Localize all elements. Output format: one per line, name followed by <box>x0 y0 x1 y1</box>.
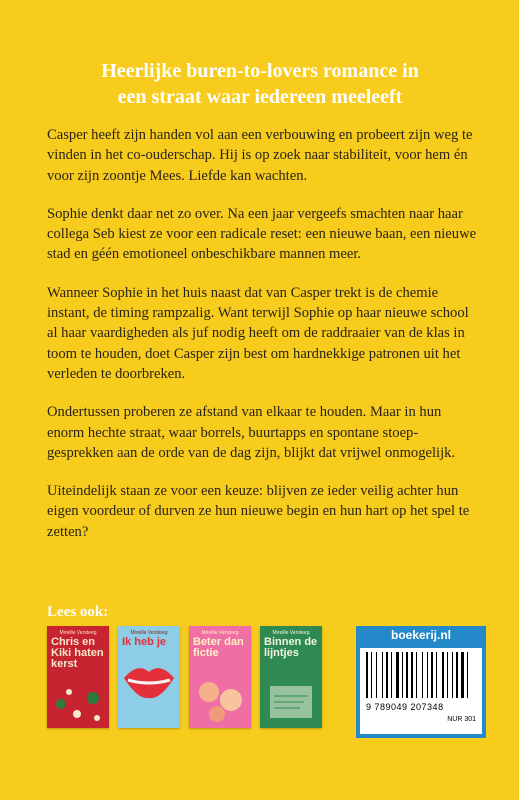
blurb-paragraph: Casper heeft zijn handen vol aan een verbouwing en probeert zijn weg te vinden in het co-ouderschap. Hij is op zoek naar stabiliteit, voor hem én voor zijn zoontje Mees. Liefde kan wachten. <box>47 127 473 184</box>
headline-line-1: Heerlijke buren-to-lovers romance in <box>101 60 419 82</box>
barcode-bar <box>376 652 377 698</box>
blurb-paragraph: Ondertussen proberen ze afstand van elkaar te houden. Maar in hun enorm hechte straat, waar borrels, buurtapps en spontane stoep-gesprekken aan de orde van de dag zijn, blijkt dat vrijwel onmogelijk. <box>47 404 456 461</box>
book-cover-binnen-de-lijntjes <box>260 626 322 728</box>
barcode-bars <box>366 652 488 700</box>
blurb-paragraph: Wanneer Sophie in het huis naast dat van Casper trekt is de chemie instant, de timing rampzalig. Want terwijl Sophie op haar nieuwe school al haar vaardigheden als juf nodig heeft om de raddraaier van de klas in toom te houden, doet Casper zijn best om hardnekkige patronen uit het verleden te doorbreken. <box>47 284 469 382</box>
isbn-number: 9 789049 207348 <box>366 702 444 712</box>
publisher-url: boekerij.nl <box>390 628 452 642</box>
barcode-bar <box>396 652 399 698</box>
barcode <box>360 648 482 734</box>
book-cover-beter-dan-fictie <box>189 626 251 728</box>
lips-illustration <box>118 626 180 728</box>
book-cover-ik-heb-je <box>118 626 180 728</box>
peaches-illustration <box>189 626 251 728</box>
barcode-bar <box>436 652 437 698</box>
holly-illustration <box>47 626 109 728</box>
lees-ook-label: Lees ook: <box>47 604 109 620</box>
barcode-bar <box>456 652 458 698</box>
barcode-bar <box>366 652 368 698</box>
barcode-bar <box>386 652 388 698</box>
barcode-bar <box>391 652 392 698</box>
barcode-bar <box>406 652 408 698</box>
barcode-bar <box>416 652 417 698</box>
book-cover-chris-en-kiki <box>47 626 109 728</box>
cover-author: Mireille Versteeg <box>59 630 97 636</box>
barcode-bar <box>402 652 403 698</box>
cover-title: Binnen de lijntjes <box>264 636 318 659</box>
back-cover-headline <box>40 58 480 110</box>
barcode-bar <box>467 652 468 698</box>
barcode-panel <box>356 626 486 738</box>
cover-author: Mireille Versteeg <box>130 630 168 636</box>
barcode-bar <box>442 652 444 698</box>
barcode-bar <box>447 652 448 698</box>
headline-line-2: een straat waar iedereen meeleeft <box>117 86 403 108</box>
cover-title: Beter dan fictie <box>193 636 244 659</box>
cover-title: Chris en Kiki haten kerst <box>51 636 104 670</box>
barcode-bar <box>461 652 464 698</box>
leaves-illustration <box>260 626 322 728</box>
blurb <box>47 125 477 560</box>
cover-author: Mireille Versteeg <box>272 630 310 636</box>
blurb-paragraph: Uiteindelijk staan ze voor een keuze: blijven ze ieder veilig achter hun eigen voordeur of durven ze hun nieuwe begin en hun hart op het spel te zetten? <box>47 483 470 540</box>
cover-author: Mireille Versteeg <box>201 630 239 636</box>
barcode-bar <box>431 652 433 698</box>
barcode-bar <box>452 652 453 698</box>
barcode-bar <box>422 652 423 698</box>
barcode-bar <box>382 652 383 698</box>
barcode-bar <box>411 652 413 698</box>
blurb-paragraph: Sophie denkt daar net zo over. Na een jaar vergeefs smachten naar haar collega Seb kiest ze voor een radicale reset: een nieuwe baan, een nieuwe stad en géén emotioneel onbeschikbare mannen meer. <box>47 205 477 263</box>
barcode-bar <box>371 652 372 698</box>
cover-title: Ik heb je <box>122 636 167 648</box>
barcode-bar <box>427 652 428 698</box>
nur-code: NUR 301 <box>447 716 476 723</box>
